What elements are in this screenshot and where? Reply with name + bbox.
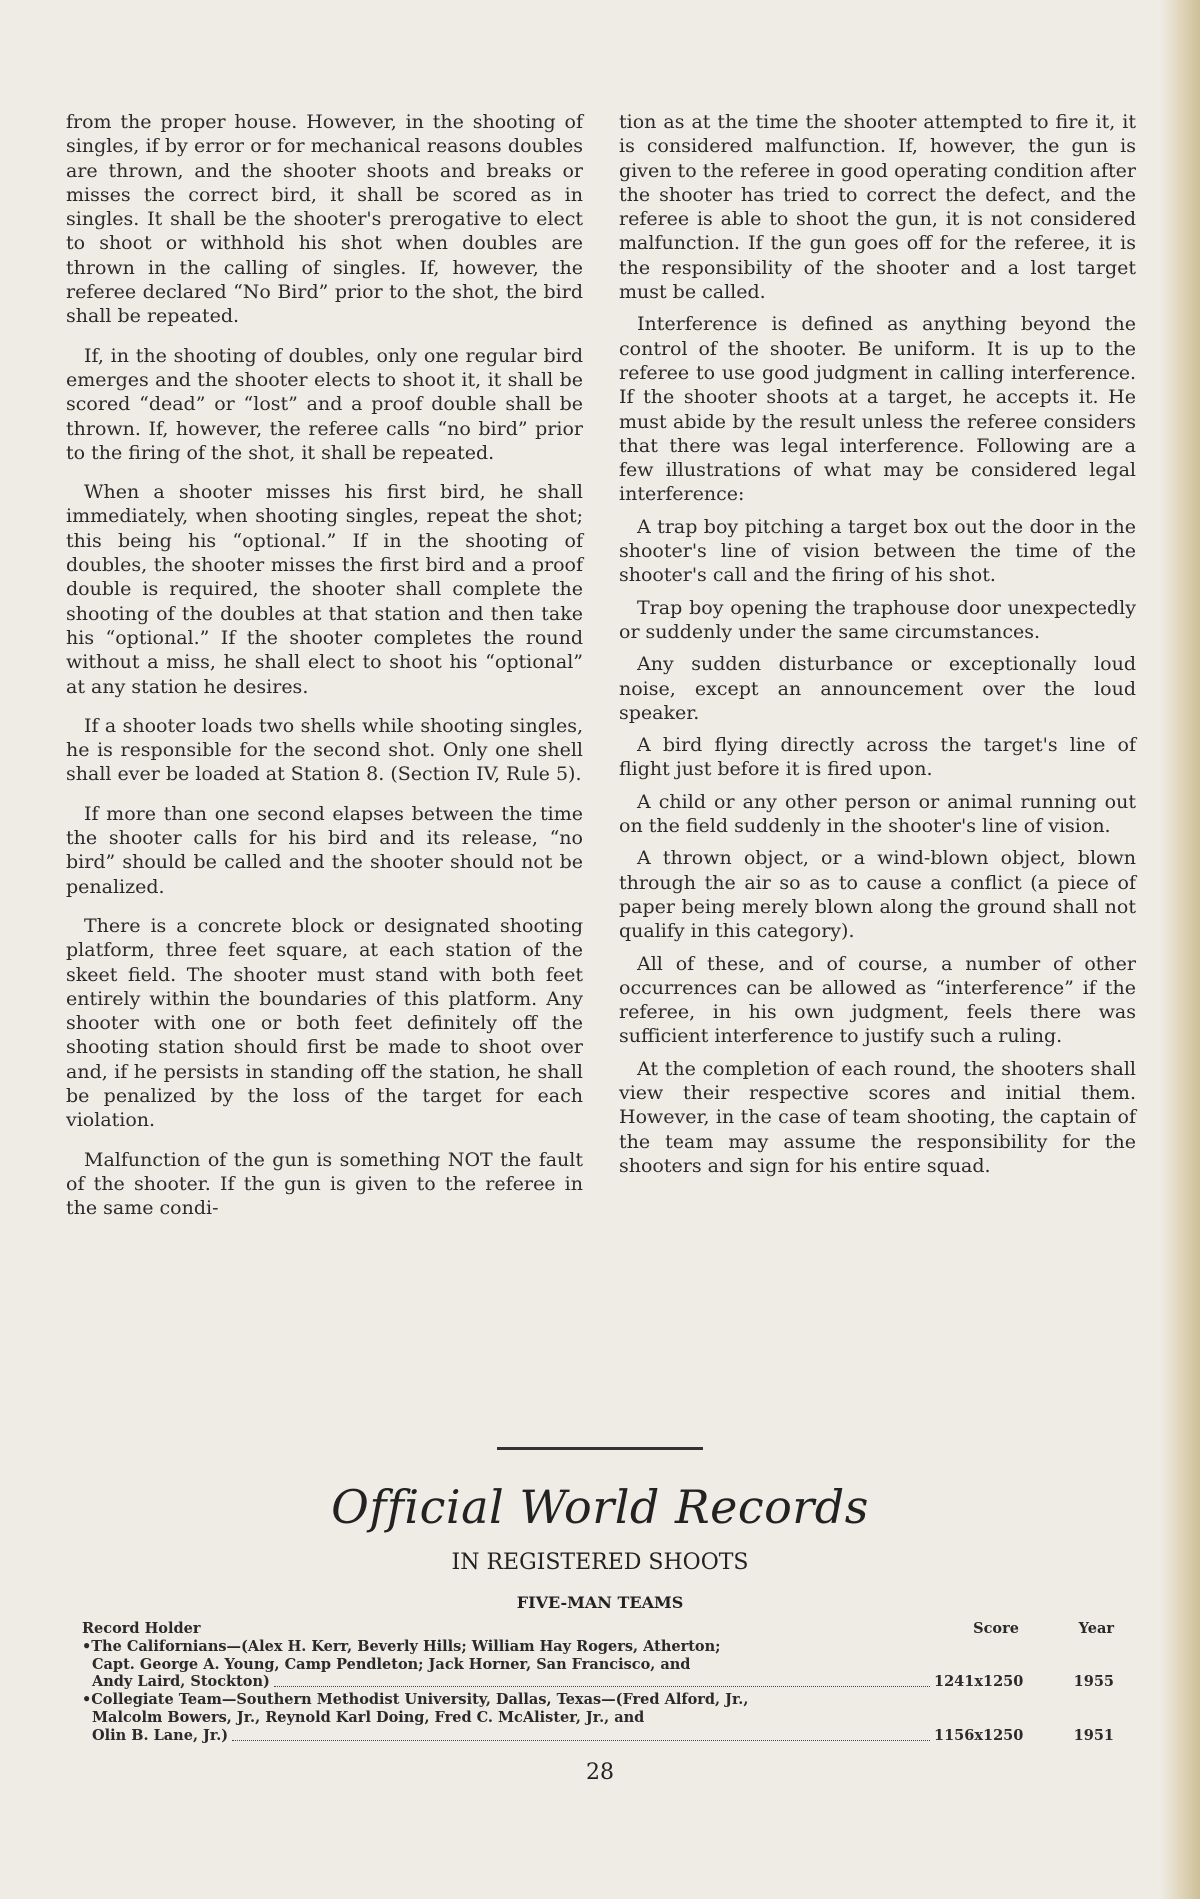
record-holder-line: •The Californians—(Alex H. Kerr, Beverly Hills; William Hay Rogers, Atherton; [82,1637,721,1655]
record-year: 1955 [1073,1673,1114,1691]
right-column [619,110,1136,1235]
paragraph: A thrown object, or a wind-blown object, blown through the air so as to cause a conflict (a piece of paper being merely blown along the ground shall not qualify in this category). [619,847,1136,943]
paragraph: If a shooter loads two shells while shooting singles, he is responsible for the second shot. Only one shell shall ever be loaded at Station 8. (Section IV, Rule 5). [66,714,583,786]
page-edge-shadow [1160,0,1200,1899]
records-category: FIVE-MAN TEAMS [516,1593,684,1612]
paragraph: A bird flying directly across the target's line of flight just before it is fired upon. [619,734,1136,781]
header-score: Score [973,1620,1019,1637]
paragraph: Malfunction of the gun is something NOT the fault of the shooter. If the gun is given to the referee in the same condi- [66,1148,583,1220]
paragraph: All of these, and of course, a number of other occurrences can be allowed as “interference” if the referee, in his own judgment, feels there was sufficient interference to justify such a ruling. [619,952,1136,1048]
record-score: 1241x1250 [934,1673,1024,1691]
paragraph: There is a concrete block or designated shooting platform, three feet square, at each station of the skeet field. The shooter must stand with both feet entirely within the boundaries of this platform. Any shooter with one or both feet definitely off the shooting station should first be made to shoot over and, if he persists in standing off the station, he shall be penalized by the loss of the target for each violation. [66,914,583,1132]
records-title: Official World Records [331,1480,869,1534]
paragraph: Trap boy opening the traphouse door unexpectedly or suddenly under the same circumstances. [619,596,1136,643]
table-header [82,1620,1114,1638]
section-divider [497,1447,703,1450]
record-holder-line: Olin B. Lane, Jr.) [92,1726,229,1744]
body-columns [66,110,1136,1235]
paragraph: from the proper house. However, in the shooting of singles, if by error or for mechanical reasons doubles are thrown, and the shooter shoots and breaks or misses the correct bird, it shall be scored as in singles. It shall be the shooter's prerogative to elect to shoot or withhold his shot when doubles are thrown in the calling of singles. If, however, the referee declared “No Bird” prior to the shot, the bird shall be repeated. [66,111,583,328]
records-table [82,1620,1114,1745]
table-row [82,1638,1114,1691]
paragraph: At the completion of each round, the shooters shall view their respective scores and initial them. However, in the case of team shooting, the captain of the team may assume the responsibility for the shooters and sign for his entire squad. [619,1057,1136,1177]
left-column [66,110,583,1235]
paragraph: If more than one second elapses between the time the shooter calls for his bird and its release, “no bird” should be called and the shooter should not be penalized. [66,802,583,898]
record-holder-last-line [82,1727,1114,1745]
record-year: 1951 [1073,1726,1114,1744]
paragraph: Any sudden disturbance or exceptionally loud noise, except an announcement over the loud speaker. [619,653,1136,724]
record-holder-line: Andy Laird, Stockton) [92,1673,270,1691]
record-holder-line: Capt. George A. Young, Camp Pendleton; Jack Horner, San Francisco, and [92,1655,691,1673]
header-record-holder: Record Holder [82,1620,201,1637]
paragraph: Interference is defined as anything beyond the control of the shooter. Be uniform. It is up to the referee to use good judgment in calling interference. If the shooter shoots at a target, he accepts it. He must abide by the result unless the referee considers that there was legal interference. Following are a few illustrations of what may be considered legal interference: [619,313,1136,506]
paragraph: A trap boy pitching a target box out the door in the shooter's line of vision between the time of the shooter's call and the firing of his shot. [619,515,1136,587]
paragraph: If, in the shooting of doubles, only one regular bird emerges and the shooter elects to shoot it, it shall be scored “dead” or “lost” and a proof double shall be thrown. If, however, the referee calls “no bird” prior to the firing of the shot, it shall be repeated. [66,344,583,464]
paragraph: A child or any other person or animal running out on the field suddenly in the shooter's line of vision. [619,790,1136,838]
record-holder-line: •Collegiate Team—Southern Methodist University, Dallas, Texas—(Fred Alford, Jr., [82,1691,749,1709]
record-holder-line: Malcolm Bowers, Jr., Reynold Karl Doing, Fred C. McAlister, Jr., and [92,1708,645,1726]
record-score: 1156x1250 [934,1726,1024,1744]
header-year: Year [1078,1620,1114,1637]
dot-leader [274,1686,930,1687]
paragraph: tion as at the time the shooter attempted to fire it, it is considered malfunction. If, however, the gun is given to the referee in good operating condition after the shooter has tried to correct the defect, and the referee is able to shoot the gun, it is not considered malfunction. If the gun goes off for the referee, it is the responsibility of the shooter and a lost target must be called. [619,111,1136,304]
records-subtitle: IN REGISTERED SHOOTS [451,1550,749,1575]
record-holder-last-line [82,1673,1114,1691]
dot-leader [232,1740,930,1741]
page-number: 28 [586,1760,614,1785]
paragraph: When a shooter misses his first bird, he shall immediately, when shooting singles, repeat the shot; this being his “optional.” If in the shooting of doubles, the shooter misses the first bird and a proof double is required, the shooter shall complete the shooting of the doubles at that station and then take his “optional.” If the shooter completes the round without a miss, he shall elect to shoot his “optional” at any station he desires. [66,481,583,698]
table-row [82,1691,1114,1744]
